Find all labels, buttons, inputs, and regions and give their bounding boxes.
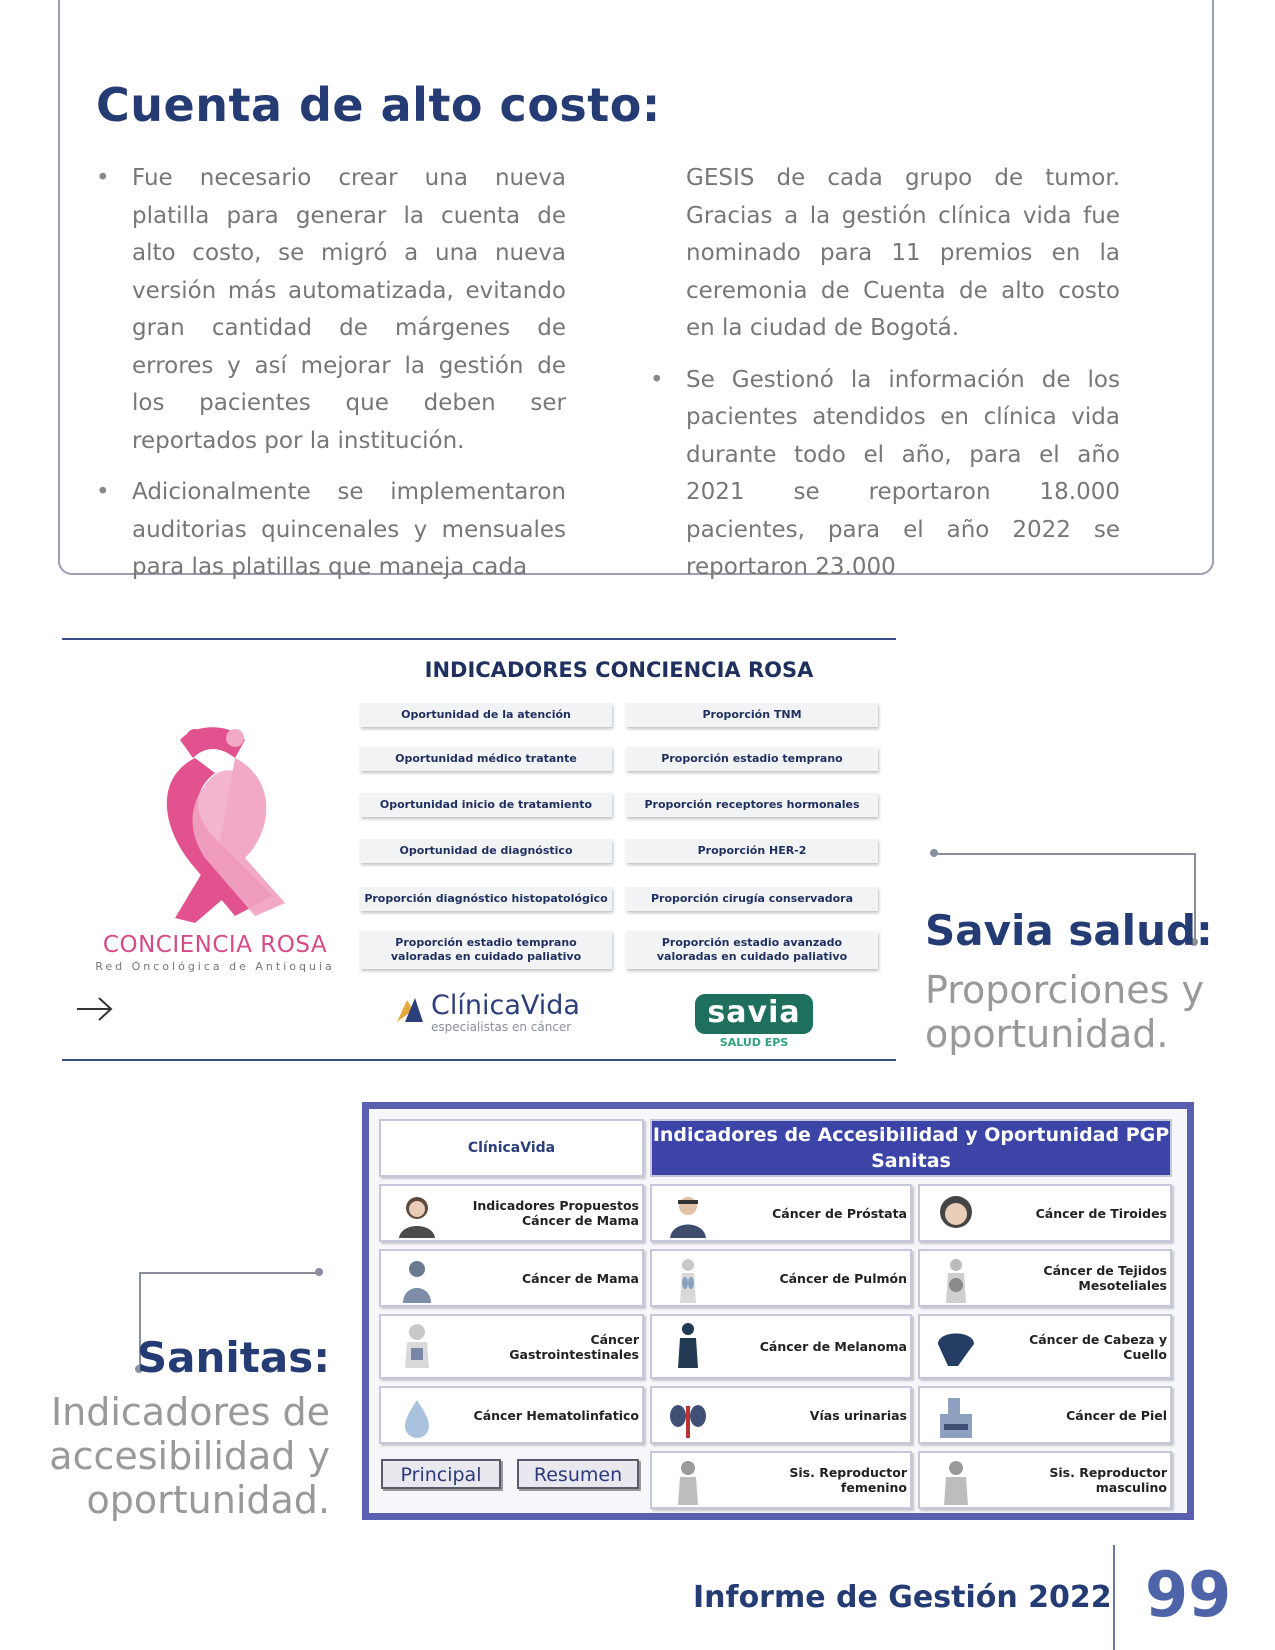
tile-cancer-cabeza-cuello[interactable] bbox=[918, 1314, 1172, 1379]
brand-subtitle: Red Oncológica de Antioquia bbox=[95, 960, 335, 973]
indicator-card: Proporción receptores hormonales bbox=[626, 793, 878, 817]
indicator-card: Proporción diagnóstico histopatológico bbox=[360, 887, 612, 911]
tile-cancer-piel[interactable] bbox=[918, 1386, 1172, 1444]
indicator-card: Oportunidad inicio de tratamiento bbox=[360, 793, 612, 817]
brand-name: CONCIENCIA ROSA bbox=[102, 932, 328, 958]
indicator-card: Proporción estadio temprano bbox=[626, 747, 878, 771]
resumen-button[interactable]: Resumen bbox=[517, 1459, 639, 1489]
tile-cancer-melanoma[interactable] bbox=[650, 1314, 912, 1379]
footer-divider bbox=[1113, 1545, 1115, 1650]
tile-cancer-hematolinfatico[interactable] bbox=[379, 1386, 644, 1444]
tile-cancer-tejidos-mesoteliales[interactable] bbox=[918, 1249, 1172, 1307]
clinica-vida-small-logo bbox=[379, 1119, 644, 1177]
male-body-icon bbox=[934, 1459, 978, 1505]
section-title: Cuenta de alto costo: bbox=[96, 78, 661, 132]
indicator-card: Oportunidad médico tratante bbox=[360, 747, 612, 771]
digestive-system-icon bbox=[395, 1322, 439, 1368]
paragraph-continuation: GESIS de cada grupo de tumor. Gracias a la gestión clínica vida fue nominado para 11 premios en la ceremonia de Cuenta de alto costo en la ciudad de Bogotá. bbox=[686, 165, 1120, 341]
tile-label: Sis. Reproductor masculino bbox=[1049, 1465, 1167, 1495]
sanitas-dashboard-inner bbox=[369, 1109, 1187, 1513]
tile-label: Cáncer de Tejidos Mesoteliales bbox=[1043, 1263, 1167, 1293]
tile-indicadores-mama[interactable] bbox=[379, 1184, 644, 1242]
tile-label: Cáncer Gastrointestinales bbox=[509, 1331, 639, 1362]
sanitas-callout-title: Sanitas: bbox=[136, 1333, 330, 1382]
clinica-vida-tagline: especialistas en cáncer bbox=[431, 1020, 572, 1034]
body-silhouette-icon bbox=[666, 1322, 710, 1368]
sanitas-dashboard bbox=[362, 1102, 1194, 1520]
tile-label: Cáncer de Pulmón bbox=[779, 1270, 907, 1286]
neck-icon bbox=[934, 1192, 978, 1238]
tile-label: Sis. Reproductor femenino bbox=[789, 1465, 907, 1495]
savia-name: savia bbox=[695, 994, 813, 1034]
tile-label: Cáncer de Próstata bbox=[772, 1205, 907, 1221]
principal-button[interactable]: Principal bbox=[381, 1459, 501, 1489]
woman-icon bbox=[395, 1192, 439, 1238]
page-number: 99 bbox=[1145, 1558, 1232, 1631]
left-column bbox=[96, 160, 566, 601]
tile-label: Vías urinarias bbox=[809, 1407, 907, 1423]
small-logo-text: ClínicaVida bbox=[467, 1139, 556, 1156]
conciencia-heading: INDICADORES CONCIENCIA ROSA bbox=[424, 658, 814, 682]
tile-reproductor-masculino[interactable] bbox=[918, 1451, 1172, 1509]
conciencia-brand bbox=[90, 932, 340, 973]
report-title: Informe de Gestión 2022 bbox=[693, 1580, 1112, 1615]
bullet-paragraph: • Adicionalmente se implementaron auditorias quincenales y mensuales para las platillas que maneja cada bbox=[96, 474, 566, 587]
pink-ribbon-icon bbox=[135, 718, 295, 923]
bullet-paragraph: • Fue necesario crear una nueva platilla para generar la cuenta de alto costo, se migró a una nueva versión más automatizada, evitando gran cantidad de márgenes de errores y así mejorar la gestión de los pacientes que deben ser reportados por la institución. bbox=[96, 160, 566, 460]
clinica-vida-name: ClínicaVida bbox=[431, 990, 580, 1021]
indicator-card: Proporción TNM bbox=[626, 703, 878, 727]
tile-cancer-pulmon[interactable] bbox=[650, 1249, 912, 1307]
savia-callout-title: Savia salud: bbox=[925, 906, 1213, 955]
tile-label: Cáncer de Piel bbox=[1066, 1407, 1167, 1423]
savia-logo bbox=[695, 990, 815, 1049]
arrow-right-icon bbox=[75, 995, 115, 1023]
indicator-card: Proporción HER-2 bbox=[626, 839, 878, 863]
tile-cancer-mama[interactable] bbox=[379, 1249, 644, 1307]
tile-label: Indicadores Propuestos Cáncer de Mama bbox=[472, 1198, 639, 1228]
indicator-card: Proporción estadio avanzado valoradas en cuidado paliativo bbox=[626, 931, 878, 969]
savia-callout-subtitle: Proporciones y oportunidad. bbox=[925, 968, 1204, 1056]
indicator-card: Proporción cirugía conservadora bbox=[626, 887, 878, 911]
tile-vias-urinarias[interactable] bbox=[650, 1386, 912, 1444]
right-column bbox=[650, 160, 1120, 601]
head-profile-icon bbox=[934, 1322, 978, 1368]
skin-layers-icon bbox=[934, 1394, 978, 1440]
tile-cancer-prostata[interactable] bbox=[650, 1184, 912, 1242]
indicator-card: Proporción estadio temprano valoradas en cuidado paliativo bbox=[360, 931, 612, 969]
tile-label: Cáncer de Melanoma bbox=[759, 1339, 907, 1354]
tile-label: Cáncer de Cabeza y Cuello bbox=[1029, 1331, 1167, 1362]
indicator-card: Oportunidad de la atención bbox=[360, 703, 612, 727]
panel-bottom-rule bbox=[62, 1059, 896, 1061]
tile-label: Cáncer de Mama bbox=[521, 1270, 639, 1286]
tile-reproductor-femenino[interactable] bbox=[650, 1451, 912, 1509]
kidneys-icon bbox=[666, 1394, 710, 1440]
sanitas-header: Indicadores de Accesibilidad y Oportunidad PGP Sanitas bbox=[650, 1119, 1172, 1177]
savia-tagline: SALUD EPS bbox=[719, 1036, 789, 1049]
woman-chest-icon bbox=[395, 1257, 439, 1303]
panel-top-rule bbox=[62, 638, 896, 640]
tile-label: Cáncer de Tiroides bbox=[1035, 1205, 1167, 1221]
blood-drop-icon bbox=[395, 1394, 439, 1440]
lungs-icon bbox=[666, 1257, 710, 1303]
sanitas-callout-subtitle: Indicadores de accesibilidad y oportunidad. bbox=[49, 1390, 330, 1522]
female-body-icon bbox=[666, 1459, 710, 1505]
tile-label: Cáncer Hematolinfatico bbox=[473, 1407, 639, 1423]
clinica-vida-logo bbox=[393, 990, 583, 1032]
torso-icon bbox=[934, 1257, 978, 1303]
tile-cancer-gastrointestinales[interactable] bbox=[379, 1314, 644, 1379]
tile-cancer-tiroides[interactable] bbox=[918, 1184, 1172, 1242]
man-icon bbox=[666, 1192, 710, 1238]
clinica-vida-symbol-icon bbox=[393, 992, 427, 1026]
bullet-paragraph: • Se Gestionó la información de los pacientes atendidos en clínica vida durante todo el año, para el año 2021 se reportaron 18.000 pacientes, para el año 2022 se reportaron 23.000 bbox=[650, 362, 1120, 587]
indicator-card: Oportunidad de diagnóstico bbox=[360, 839, 612, 863]
